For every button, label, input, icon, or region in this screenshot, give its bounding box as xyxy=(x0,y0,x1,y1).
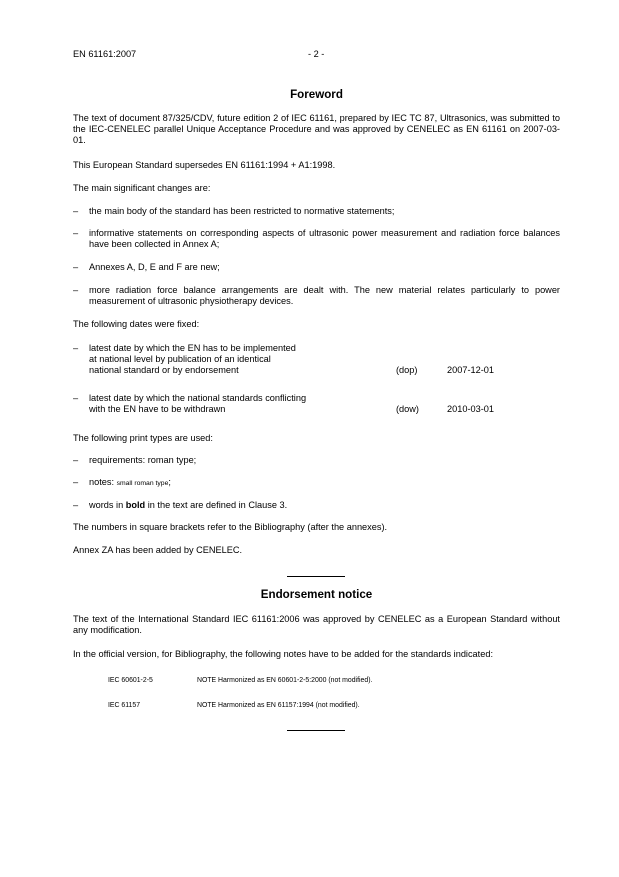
notes-label: notes: xyxy=(89,477,117,487)
notes-end: ; xyxy=(168,477,171,487)
notes-small-type: small roman type xyxy=(116,480,169,487)
dash-marker: – xyxy=(73,477,79,487)
dash-marker: – xyxy=(73,455,79,465)
dash-marker: – xyxy=(73,343,79,353)
print-types-intro: The following print types are used: xyxy=(73,433,213,443)
brackets-text: The numbers in square brackets refer to the Bibliography (after the annexes). xyxy=(73,522,388,532)
date-abbreviation: (dow) xyxy=(396,404,419,415)
section-divider xyxy=(287,576,345,577)
date-line: latest date by which the national standards conflicting xyxy=(89,393,307,403)
dash-marker: – xyxy=(73,393,79,403)
words-pre: words in xyxy=(89,500,126,510)
document-id: EN 61161:2007 xyxy=(73,49,137,59)
date-abbreviation: (dop) xyxy=(396,365,418,376)
change-text: Annexes A, D, E and F are new; xyxy=(89,262,220,272)
dash-marker: – xyxy=(73,500,79,510)
words-post: in the text are defined in Clause 3. xyxy=(145,500,288,510)
date-value: 2010-03-01 xyxy=(447,404,494,415)
page-number: - 2 - xyxy=(308,49,325,59)
note-text: NOTE Harmonized as EN 60601-2-5:2000 (not modified). xyxy=(197,677,373,684)
words-bold: bold xyxy=(125,500,146,510)
annex-za-text: Annex ZA has been added by CENELEC. xyxy=(73,545,243,555)
date-line: national standard or by endorsement xyxy=(89,365,239,376)
official-version-text: In the official version, for Bibliography, the following notes have to be added for the standards indicated: xyxy=(73,649,493,659)
print-type-bold xyxy=(89,500,560,511)
endorsement-heading: Endorsement notice xyxy=(260,588,373,601)
date-line: with the EN have to be withdrawn xyxy=(89,404,226,415)
change-text: the main body of the standard has been restricted to normative statements; xyxy=(89,206,395,216)
note-standard-ref: IEC 61157 xyxy=(108,702,141,709)
changes-intro: The main significant changes are: xyxy=(73,183,211,193)
note-standard-ref: IEC 60601-2-5 xyxy=(108,677,153,684)
endorsement-text: The text of the International Standard IEC 61161:2006 was approved by CENELEC as a European Standard without any modification. xyxy=(73,614,560,636)
dash-marker: – xyxy=(73,228,79,238)
dates-intro: The following dates were fixed: xyxy=(73,319,200,329)
dash-marker: – xyxy=(73,285,79,295)
page-header xyxy=(73,49,560,61)
print-type-requirements: requirements: roman type; xyxy=(89,455,197,465)
foreword-intro: The text of document 87/325/CDV, future edition 2 of IEC 61161, prepared by IEC TC 87, Ultrasonics, was submitted to the IEC-CENELEC parallel Unique Acceptance Procedure and was approved by CENELEC as EN 61161 on 2007-03-01. xyxy=(73,113,560,146)
section-divider xyxy=(287,730,345,731)
date-value: 2007-12-01 xyxy=(447,365,494,376)
change-text: more radiation force balance arrangements are dealt with. The new material relates particularly to power measurement of ultrasonic physiotherapy devices. xyxy=(89,285,560,307)
supersedes-text: This European Standard supersedes EN 61161:1994 + A1:1998. xyxy=(73,160,336,170)
date-line: latest date by which the EN has to be implemented xyxy=(89,343,296,353)
change-text: informative statements on corresponding aspects of ultrasonic power measurement and radiation force balances have been collected in Annex A; xyxy=(89,228,560,250)
dash-marker: – xyxy=(73,206,79,216)
dash-marker: – xyxy=(73,262,79,272)
date-line: at national level by publication of an identical xyxy=(89,354,271,365)
print-type-notes xyxy=(89,477,560,489)
foreword-heading: Foreword xyxy=(290,88,343,101)
note-text: NOTE Harmonized as EN 61157:1994 (not modified). xyxy=(197,702,360,709)
